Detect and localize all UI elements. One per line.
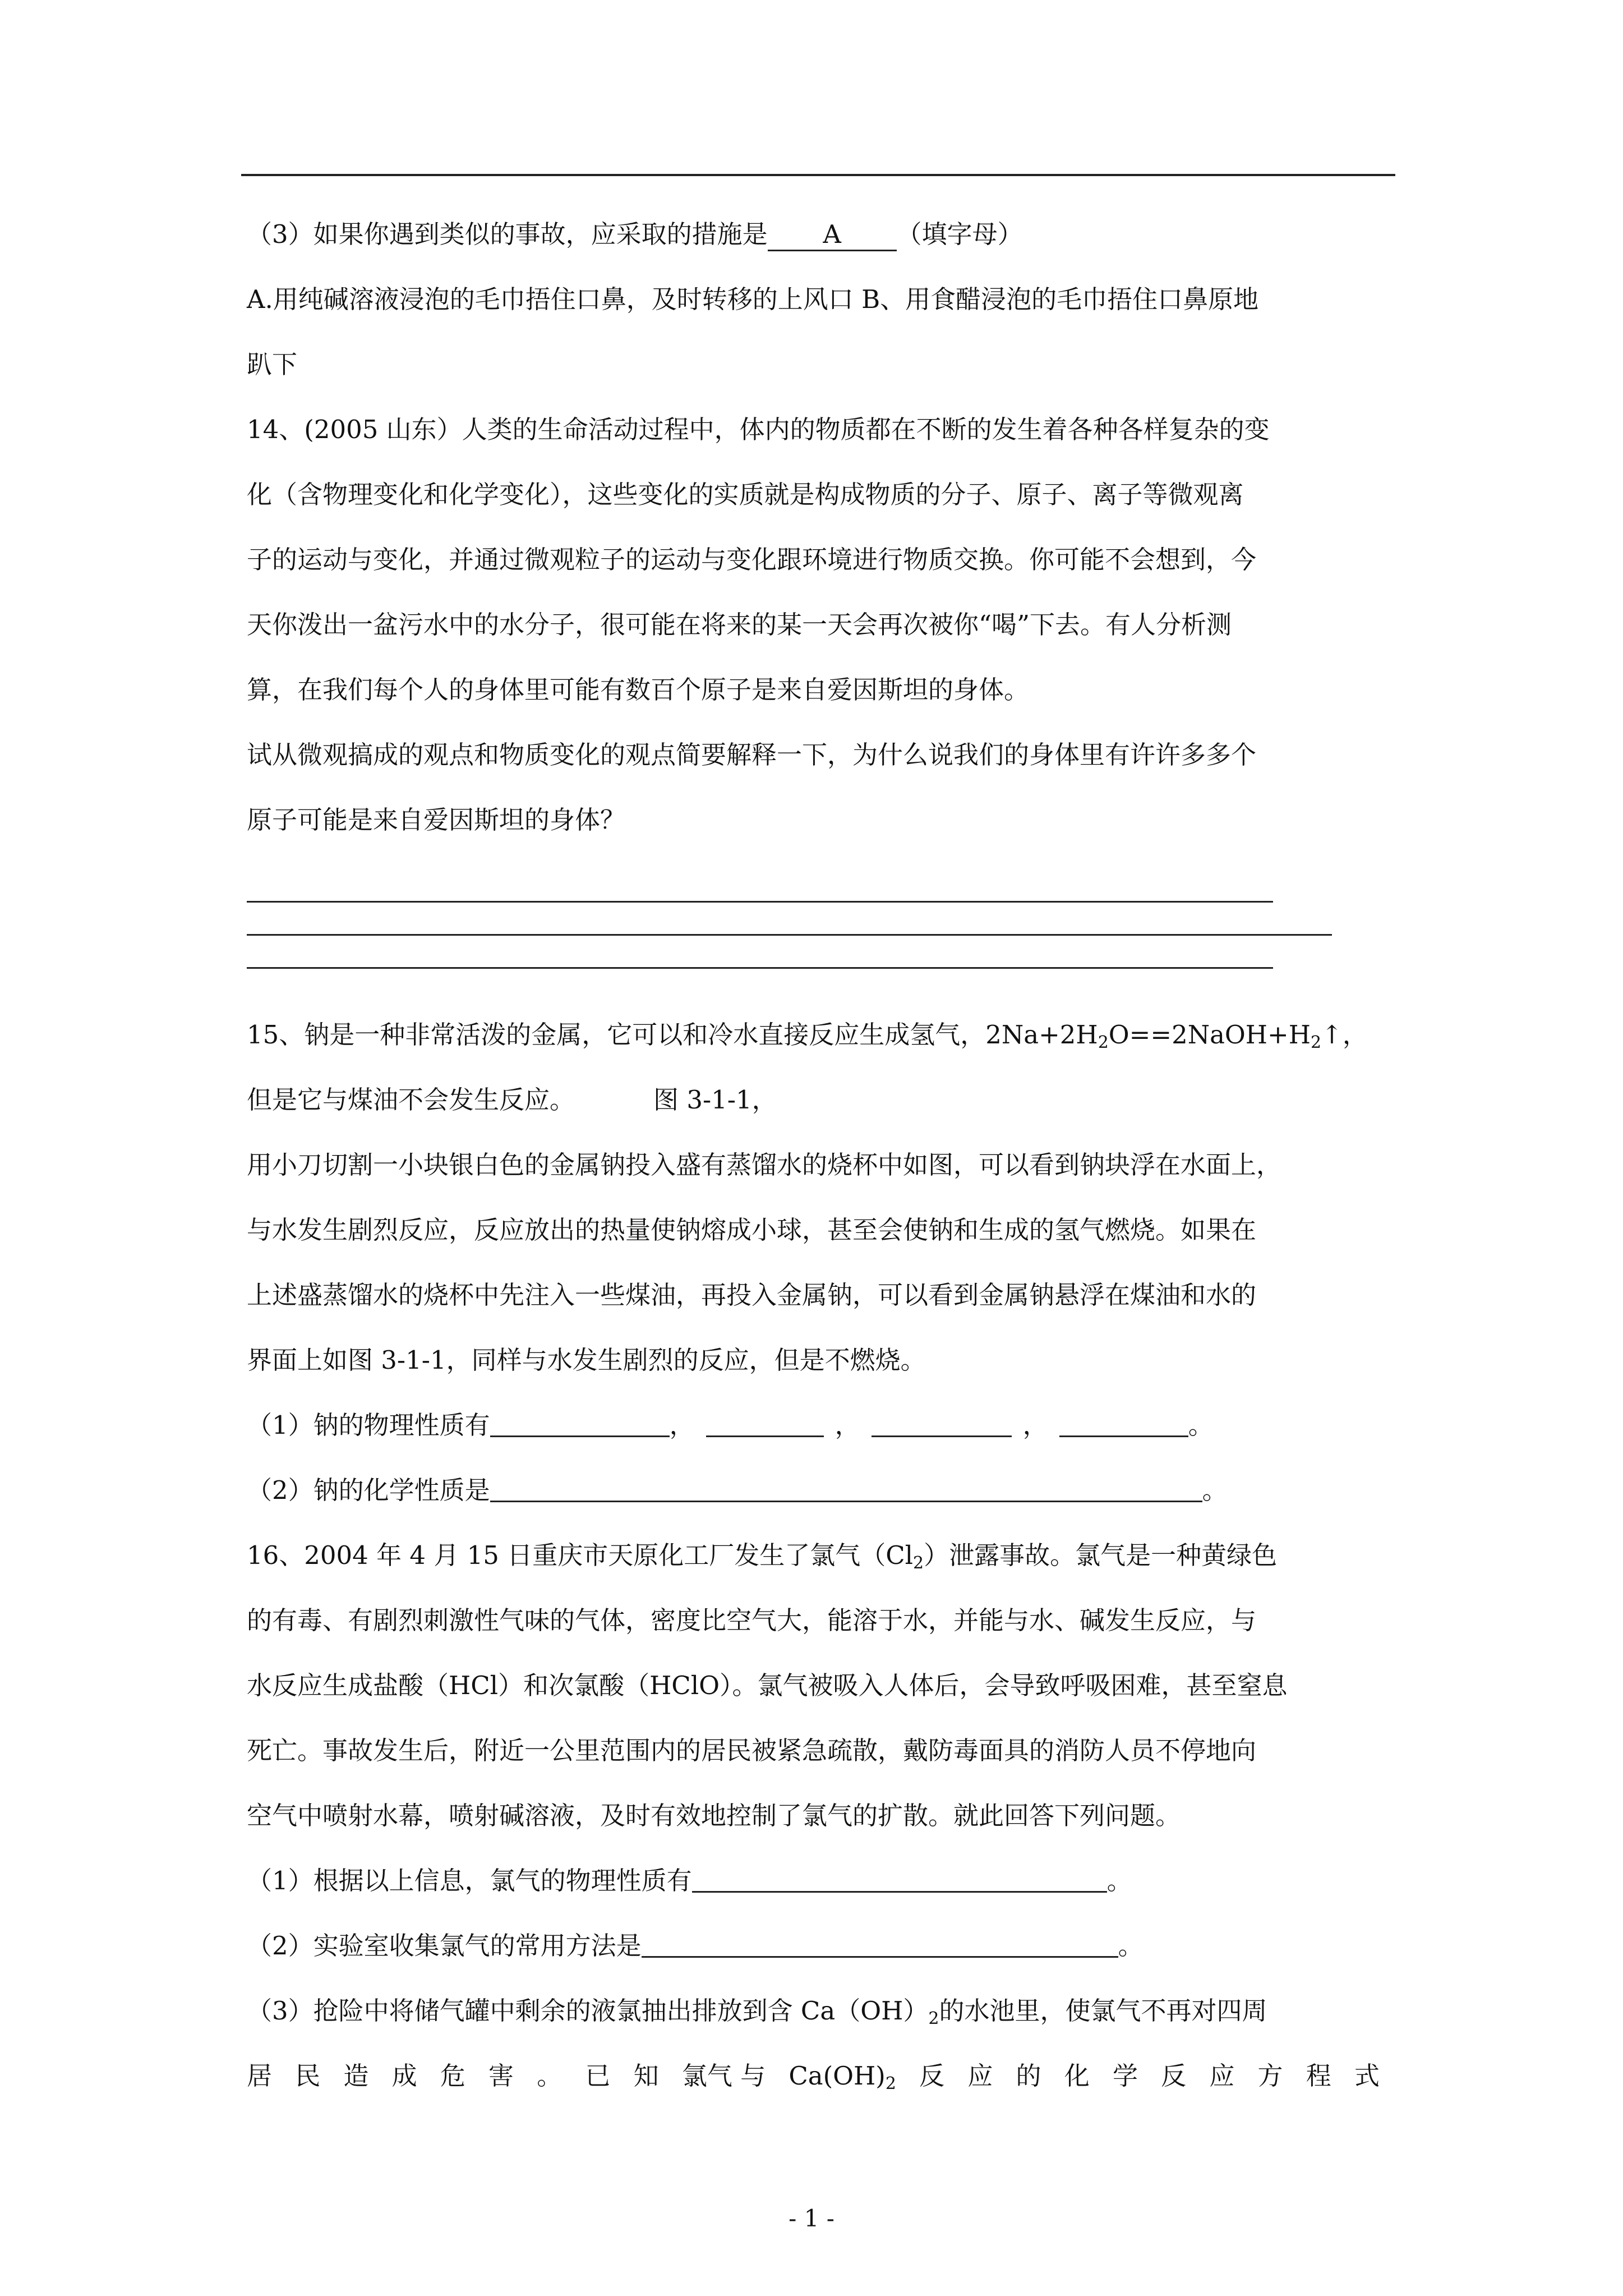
q15-part1-blank-4[interactable] <box>1059 1410 1188 1437</box>
q14-answer-line-3[interactable] <box>247 967 1273 969</box>
q16-line5: 空气中喷射水幕，喷射碱溶液，及时有效地控制了氯气的扩散。就此回答下列问题。 <box>247 1801 1181 1830</box>
q13-options-line2: 趴下 <box>247 349 298 379</box>
q16-line3: 水反应生成盐酸（HCl）和次氯酸（HClO）。氯气被吸入人体后，会导致呼吸困难，甚至窒息 <box>247 1671 1288 1700</box>
q15-part1: （1）钠的物理性质有 ， ， ， 。 <box>247 1410 1214 1440</box>
q15-line5: 上述盛蒸馏水的烧杯中先注入一些煤油，再投入金属钠，可以看到金属钠悬浮在煤油和水的 <box>247 1280 1257 1310</box>
page-content <box>247 202 1391 2109</box>
q16-line4: 死亡。事故发生后，附近一公里范围内的居民被紧急疏散，戴防毒面具的消防人员不停地向 <box>247 1736 1257 1765</box>
q16-part3-line1: （3）抢险中将储气罐中剩余的液氯抽出排放到含 $Ca(OH)_2$的水池里，使氯气不再对四周 <box>247 1996 1267 2028</box>
q14-question-line1: 试从微观搞成的观点和物质变化的观点简要解释一下，为什么说我们的身体里有许许多多个 <box>247 740 1257 770</box>
q14-answer-line-2[interactable] <box>247 934 1332 936</box>
q14-line1: 14、(2005 山东）人类的生命活动过程中，体内的物质都在不断的发生着各种各样复杂的变 <box>247 415 1270 444</box>
q14-line4: 天你泼出一盆污水中的水分子，很可能在将来的某一天会再次被你“喝”下去。有人分析测 <box>247 610 1232 639</box>
q14-answer-line-1[interactable] <box>247 901 1273 903</box>
q15-line3: 用小刀切割一小块银白色的金属钠投入盛有蒸馏水的烧杯中如图，可以看到钠块浮在水面上， <box>247 1150 1282 1180</box>
q13-part3: （3）如果你遇到类似的事故，应采取的措施是 A （填字母） <box>247 202 1391 267</box>
q16-part2-blank[interactable] <box>642 1930 1118 1958</box>
q14-line2: 化（含物理变化和化学变化），这些变化的实质就是构成物质的分子、原子、离子等微观离 <box>247 480 1244 509</box>
q15-line2: 但是它与煤油不会发生反应。 图 3-1-1， <box>247 1085 777 1115</box>
q15-line4: 与水发生剧烈反应，反应放出的热量使钠熔成小球，甚至会使钠和生成的氢气燃烧。如果在 <box>247 1215 1257 1245</box>
q16-part3-line2: 居 民 造 成 危 害 。 已 知 氯气 与 $Ca(OH)_2$ 反 应 的 化 学 反 应 方 程 式 <box>247 2061 1380 2093</box>
header-rule <box>241 174 1395 176</box>
q15-line6: 界面上如图 3-1-1，同样与水发生剧烈的反应，但是不燃烧。 <box>247 1345 926 1375</box>
q15-line1: 15、钠是一种非常活泼的金属，它可以和冷水直接反应生成氢气，$2Na+2H_2O==2NaOH+H_2↑$， <box>247 1020 1368 1052</box>
q16-part1: （1）根据以上信息，氯气的物理性质有 。 <box>247 1866 1132 1895</box>
q14-question-line2: 原子可能是来自爱因斯坦的身体？ <box>247 805 626 835</box>
q16-part2: （2）实验室收集氯气的常用方法是 。 <box>247 1931 1144 1961</box>
q14-line3: 子的运动与变化，并通过微观粒子的运动与变化跟环境进行物质交换。你可能不会想到，今 <box>247 545 1257 574</box>
q15-part2-blank[interactable] <box>490 1475 1202 1502</box>
q16-line2: 的有毒、有剧烈刺激性气味的气体，密度比空气大，能溶于水，并能与水、碱发生反应，与 <box>247 1605 1257 1635</box>
q15-part1-blank-1[interactable] <box>490 1410 670 1437</box>
q16-line1: 16、2004 年 4 月 15 日重庆市天原化工厂发生了氯气$(Cl_2)$泄露事故。氯气是一种黄绿色 <box>247 1540 1278 1573</box>
q15-part2: （2）钠的化学性质是 。 <box>247 1475 1228 1505</box>
q13-part3-answer: A <box>768 219 897 251</box>
q14-line5: 算，在我们每个人的身体里可能有数百个原子是来自爱因斯坦的身体。 <box>247 675 1030 705</box>
q15-part1-blank-2[interactable] <box>706 1410 824 1437</box>
q13-options-line1: A.用纯碱溶液浸泡的毛巾捂住口鼻，及时转移的上风口 B、用食醋浸泡的毛巾捂住口鼻原地 <box>247 284 1259 314</box>
q15-part1-blank-3[interactable] <box>872 1410 1012 1437</box>
q15-figure-ref: 图 3-1-1， <box>653 1085 777 1115</box>
page-number: - 1 - <box>789 2205 834 2232</box>
q16-part1-blank[interactable] <box>692 1865 1107 1893</box>
